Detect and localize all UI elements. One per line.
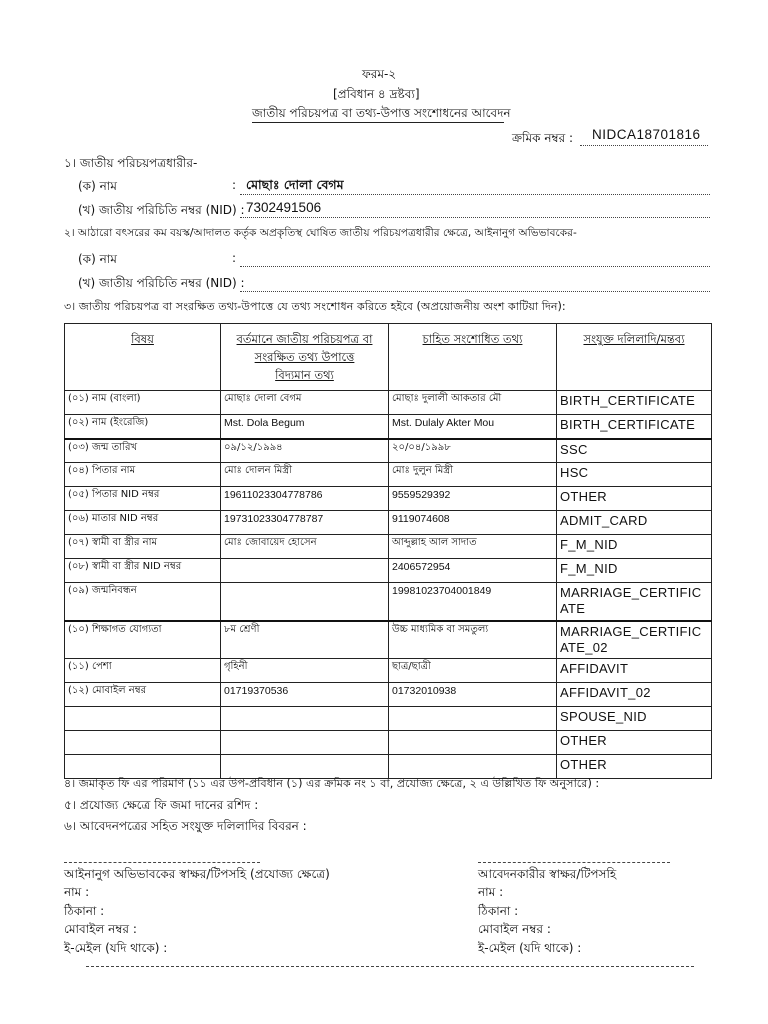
row-requested: উচ্চ মাধ্যমিক বা সমতুল্য bbox=[389, 621, 557, 659]
header-documents: সংযুক্ত দলিলাদি/মন্তব্য bbox=[557, 324, 712, 391]
table-row bbox=[65, 391, 712, 415]
row-subject: (০২) নাম (ইংরেজি) bbox=[65, 415, 221, 439]
applicant-sign-email: ই-মেইল (যদি থাকে) : bbox=[478, 941, 582, 955]
applicant-sign-mobile: মোবাইল নম্বর : bbox=[478, 922, 551, 936]
row-subject: (০৪) পিতার নাম bbox=[65, 463, 221, 487]
holder-nid-line bbox=[240, 217, 710, 218]
row-document: MARRIAGE_CERTIFICATE_02 bbox=[557, 621, 712, 659]
table-row bbox=[65, 535, 712, 559]
table-row bbox=[65, 621, 712, 659]
table-row bbox=[65, 659, 712, 683]
table-row bbox=[65, 683, 712, 707]
row-subject: (১১) পেশা bbox=[65, 659, 221, 683]
guardian-signature-title: আইনানুগ অভিভাবকের স্বাক্ষর/টিপসহি (প্রযোজ্য ক্ষেত্রে) bbox=[64, 867, 330, 881]
row-current bbox=[221, 559, 389, 583]
rule-reference: [প্রবিধান ৪ দ্রষ্টব্য] bbox=[333, 87, 420, 101]
row-subject: (১০) শিক্ষাগত যোগ্যতা bbox=[65, 621, 221, 659]
section1-heading: ১। জাতীয় পরিচয়পত্রধারীর- bbox=[64, 156, 198, 170]
table-row bbox=[65, 707, 712, 731]
row-current: ৮ম শ্রেণী bbox=[221, 621, 389, 659]
row-document: HSC bbox=[557, 463, 712, 487]
row-subject: (০৭) স্বামী বা স্ত্রীর নাম bbox=[65, 535, 221, 559]
row-requested bbox=[389, 707, 557, 731]
correction-table bbox=[64, 323, 712, 779]
guardian-sign-email: ই-মেইল (যদি থাকে) : bbox=[64, 941, 168, 955]
serial-number: NIDCA18701816 bbox=[592, 127, 701, 142]
guardian-sign-address: ঠিকানা : bbox=[64, 904, 105, 918]
row-current bbox=[221, 583, 389, 621]
guardian-sign-mobile: মোবাইল নম্বর : bbox=[64, 922, 137, 936]
row-requested: Mst. Dulaly Akter Mou bbox=[389, 415, 557, 439]
row-requested: 2406572954 bbox=[389, 559, 557, 583]
table-row bbox=[65, 415, 712, 439]
row-subject: (০৫) পিতার NID নম্বর bbox=[65, 487, 221, 511]
row-requested: 9559529392 bbox=[389, 487, 557, 511]
row-requested: ২০/০৪/১৯৯৮ bbox=[389, 439, 557, 463]
row-document: BIRTH_CERTIFICATE bbox=[557, 391, 712, 415]
table-row bbox=[65, 463, 712, 487]
guardian-nid-line bbox=[240, 291, 710, 292]
row-current: গৃহিনী bbox=[221, 659, 389, 683]
table-row bbox=[65, 559, 712, 583]
form-title-underline bbox=[252, 122, 504, 123]
row-document: OTHER bbox=[557, 755, 712, 779]
holder-name-line bbox=[240, 194, 710, 195]
row-current bbox=[221, 731, 389, 755]
serial-label: ক্রমিক নম্বর : bbox=[512, 131, 574, 145]
row-document: ADMIT_CARD bbox=[557, 511, 712, 535]
table-header-row bbox=[65, 324, 712, 391]
row-document: SSC bbox=[557, 439, 712, 463]
row-document: F_M_NID bbox=[557, 559, 712, 583]
row-document: BIRTH_CERTIFICATE bbox=[557, 415, 712, 439]
row-document: AFFIDAVIT bbox=[557, 659, 712, 683]
table-row bbox=[65, 487, 712, 511]
row-requested: আব্দুল্লাহ আল সাদাত bbox=[389, 535, 557, 559]
serial-dotted-line bbox=[580, 145, 708, 146]
section5-receipt: ৫। প্রযোজ্য ক্ষেত্রে ফি জমা দানের রশিদ : bbox=[64, 798, 259, 812]
section6-attachments: ৬। আবেদনপত্রের সহিত সংযুক্ত দলিলাদির বিবরন : bbox=[64, 819, 307, 833]
applicant-sign-address: ঠিকানা : bbox=[478, 904, 519, 918]
row-document: SPOUSE_NID bbox=[557, 707, 712, 731]
row-current: Mst. Dola Begum bbox=[221, 415, 389, 439]
row-document: OTHER bbox=[557, 487, 712, 511]
row-document: MARRIAGE_CERTIFICATE bbox=[557, 583, 712, 621]
section4-fee: ৪। জমাকৃত ফি এর পরিমাণ (১১ এর উপ-প্রবিধান (১) এর ক্রমিক নং ১ বা, প্রযোজ্য ক্ষেত্রে, ২ এ উল্লিখিত ফি অনুসারে) : bbox=[64, 777, 600, 790]
table-row bbox=[65, 583, 712, 621]
holder-name-label: (ক) নাম bbox=[78, 179, 117, 193]
guardian-name-line bbox=[240, 266, 710, 267]
row-current: ০৯/১২/১৯৯৪ bbox=[221, 439, 389, 463]
holder-nid-label: (খ) জাতীয় পরিচিতি নম্বর (NID) : bbox=[78, 203, 245, 217]
row-current: 19611023304778786 bbox=[221, 487, 389, 511]
table-row bbox=[65, 511, 712, 535]
header-subject: বিষয় bbox=[65, 324, 221, 391]
row-current: 01719370536 bbox=[221, 683, 389, 707]
header-current: বর্তমানে জাতীয় পরিচয়পত্র বা সংরক্ষিত তথ্য উপাত্তে বিদ্যমান তথ্য bbox=[221, 324, 389, 391]
holder-name-colon: : bbox=[232, 178, 237, 192]
row-current: মোছাঃ দোলা বেগম bbox=[221, 391, 389, 415]
form-title: জাতীয় পরিচয়পত্র বা তথ্য-উপাত্ত সংশোধনের আবেদন bbox=[252, 106, 511, 120]
row-current: 19731023304778787 bbox=[221, 511, 389, 535]
guardian-name-colon: : bbox=[232, 251, 237, 265]
row-requested: 01732010938 bbox=[389, 683, 557, 707]
row-subject: (০৬) মাতার NID নম্বর bbox=[65, 511, 221, 535]
row-subject: (০৯) জন্মনিবন্ধন bbox=[65, 583, 221, 621]
row-document: AFFIDAVIT_02 bbox=[557, 683, 712, 707]
form-number: ফরম-২ bbox=[362, 67, 397, 81]
holder-name-value: মোছাঃ দোলা বেগম bbox=[246, 177, 344, 192]
section2-heading: ২। আঠারো বৎসরের কম বয়স্ক/আদালত কর্তৃক অপ্রকৃতিস্থ ঘোষিত জাতীয় পরিচয়পত্রধারীর ক্ষেত্রে, আইনানুগ অভিভাবকের- bbox=[64, 227, 577, 239]
row-current: মোঃ জোবায়েদ হোসেন bbox=[221, 535, 389, 559]
header-requested: চাহিত সংশোধিত তথ্য bbox=[389, 324, 557, 391]
guardian-nid-label: (খ) জাতীয় পরিচিতি নম্বর (NID) : bbox=[78, 276, 245, 290]
row-document: OTHER bbox=[557, 731, 712, 755]
table-row bbox=[65, 731, 712, 755]
row-requested bbox=[389, 731, 557, 755]
table-row bbox=[65, 439, 712, 463]
row-current: মোঃ দোলন মিস্ত্রী bbox=[221, 463, 389, 487]
row-requested: ছাত্র/ছাত্রী bbox=[389, 659, 557, 683]
row-subject: (০৮) স্বামী বা স্ত্রীর NID নম্বর bbox=[65, 559, 221, 583]
footer-dashed-line bbox=[86, 966, 694, 967]
row-requested: 19981023704001849 bbox=[389, 583, 557, 621]
holder-nid-value: 7302491506 bbox=[246, 200, 322, 215]
row-document: F_M_NID bbox=[557, 535, 712, 559]
row-subject: (১২) মোবাইল নম্বর bbox=[65, 683, 221, 707]
row-requested: 9119074608 bbox=[389, 511, 557, 535]
section3-heading: ৩। জাতীয় পরিচয়পত্র বা সংরক্ষিত তথ্য-উপাত্তে যে তথ্য সংশোধন করিতে হইবে (অপ্রয়োজনীয় অংশ কাটিয়া দিন): bbox=[64, 300, 566, 313]
applicant-sign-name: নাম : bbox=[478, 885, 504, 899]
row-requested: মোছাঃ দুলালী আকতার মৌ bbox=[389, 391, 557, 415]
guardian-signature-line bbox=[64, 862, 260, 863]
applicant-signature-line bbox=[478, 862, 670, 863]
guardian-sign-name: নাম : bbox=[64, 885, 90, 899]
guardian-name-label: (ক) নাম bbox=[78, 252, 117, 266]
row-requested: মোঃ দুলুন মিস্ত্রী bbox=[389, 463, 557, 487]
row-subject bbox=[65, 707, 221, 731]
row-subject bbox=[65, 731, 221, 755]
applicant-signature-title: আবেদনকারীর স্বাক্ষর/টিপসহি bbox=[478, 867, 617, 881]
row-subject: (০১) নাম (বাংলা) bbox=[65, 391, 221, 415]
row-subject: (০৩) জন্ম তারিখ bbox=[65, 439, 221, 463]
row-current bbox=[221, 707, 389, 731]
